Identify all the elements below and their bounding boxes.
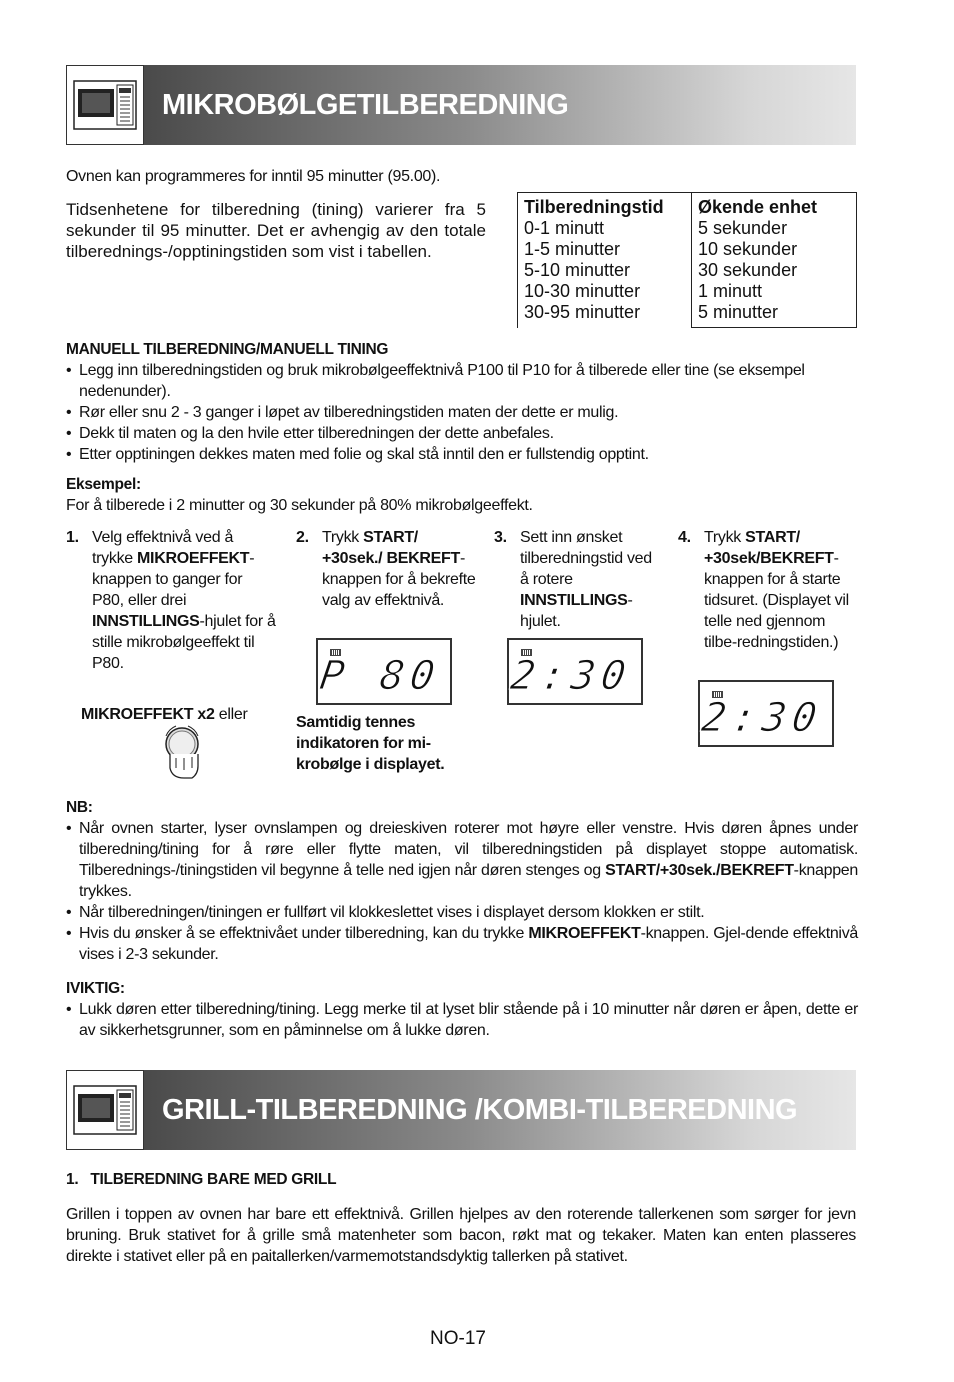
step-2 <box>296 527 478 611</box>
step-number: 4. <box>678 529 691 546</box>
manual-heading: MANUELL TILBEREDNING/MANUELL TINING <box>66 341 389 358</box>
list-item: • Dekk til maten og la den hvile etter tilberedningen der dette anbefales. <box>66 423 858 444</box>
units-text: Tidsenhetene for tilberedning (tining) varierer fra 5 sekunder til 95 minutter. Det er avhengig av den totale tilberednings-/opptiningstiden som vist i tabellen. <box>66 200 486 261</box>
nb-heading: NB: <box>66 799 93 816</box>
step-text: Sett inn ønsket tilberedningstid ved å rotere INNSTILLINGS-hjulet. <box>520 529 652 630</box>
time-units-table <box>517 192 857 328</box>
step-text: Trykk START/ +30sek./ BEKREFT-knappen for å bekrefte valg av effektnivå. <box>322 529 476 609</box>
table-cell: 10 sekunder <box>698 239 798 259</box>
lcd-display <box>698 680 834 747</box>
caption-bold: MIKROEFFEKT x2 <box>81 706 215 723</box>
table-cell: 5 sekunder <box>698 218 788 238</box>
lcd-digits: P 80 <box>316 653 444 699</box>
list-item: • Når ovnen starter, lyser ovnslampen og dreieskiven roterer mot høyre eller venstre. Hvis døren åpnes under tilberedning/tining for å røre eller flytte maten, vil tilberedningstiden på displayet stoppe automatisk. Tilberednings-/tiningstiden vil begynne å telle ned igjen når døren stenges og START/+30sek./BEKREFT-knappen trykkes. <box>66 818 858 902</box>
list-item: • Lukk døren etter tilberedning/tining. Legg merke til at lyset blir stående på i 10 minutter når døren er åpen, dette er av sikkerhetsgrunner, som en påminnelse om å lukke døren. <box>66 999 858 1041</box>
dial-hand-icon <box>158 724 208 780</box>
section-header-microwave <box>66 65 856 145</box>
section-title: GRILL-TILBEREDNING /KOMBI-TILBEREDNING <box>162 1093 798 1126</box>
microwave-icon <box>66 1070 144 1150</box>
important-heading: IVIKTIG: <box>66 980 125 997</box>
nb-bullet-list <box>66 818 858 965</box>
grill-subheading: 1. TILBEREDNING BARE MED GRILL <box>66 1171 337 1188</box>
list-item: • Hvis du ønsker å se effektnivået under tilberedning, kan du trykke MIKROEFFEKT-knappen. Gjel-dende effektnivå vises i 2-3 sekunder. <box>66 923 858 965</box>
table-cell: 30 sekunder <box>698 260 798 280</box>
step-1 <box>66 527 276 674</box>
page-number: NO-17 <box>430 1328 486 1349</box>
manual-bullet-list <box>66 360 858 465</box>
grill-body-text: Grillen i toppen av ovnen har bare ett effektnivå. Grillen hjelpes av den roterende tallerkenen som sørger for jevn bruning. Bruk stativet for å grille små matenheter som bacon, røkt mat og tekaker. Maten kan enten plasseres direkte i stativet eller på en paitallerken/varmemotstandsdyktig tallerken på stativet. <box>66 1206 856 1265</box>
microwave-icon <box>66 65 144 145</box>
lcd-display <box>316 638 452 705</box>
intro-text: Ovnen kan programmeres for inntil 95 minutter (95.00). <box>66 168 441 185</box>
example-heading: Eksempel: <box>66 476 141 493</box>
step-number: 2. <box>296 529 309 546</box>
table-cell: 1 minutt <box>698 281 763 301</box>
table-cell: 10-30 minutter <box>524 281 641 301</box>
list-item: • Legg inn tilberedningstiden og bruk mikrobølgeeffektnivå P100 til P10 for å tilberede eller tine (se eksempel nedenunder). <box>66 360 858 402</box>
example-text: For å tilberede i 2 minutter og 30 sekunder på 80% mikrobølgeeffekt. <box>66 497 533 514</box>
caption-rest: eller <box>214 706 248 723</box>
lcd-display <box>507 638 643 705</box>
section-header-grill <box>66 1070 856 1150</box>
important-bullet-list <box>66 999 858 1041</box>
table-cell: 5 minutter <box>698 302 779 322</box>
list-item: • Etter opptiningen dekkes maten med folie og skal stå inntil den er fullstendig opptint. <box>66 444 858 465</box>
table-cell: 0-1 minutt <box>524 218 605 238</box>
step-3 <box>494 527 654 632</box>
step1-caption <box>81 704 247 725</box>
list-item: • Når tilberedningen/tiningen er fullført vil klokkeslettet vises i displayet dersom klokken er stilt. <box>66 902 858 923</box>
lcd-digits: 2:30 <box>507 653 635 699</box>
step-text: Trykk START/ +30sek/BEKREFT-knappen for å starte tidsuret. (Displayet vil telle ned gjennom tilbe-redningstiden.) <box>704 529 849 651</box>
list-item: • Rør eller snu 2 - 3 ganger i løpet av tilberedningstiden maten der dette er mulig. <box>66 402 858 423</box>
table-cell: 1-5 minutter <box>524 239 621 259</box>
step-number: 1. <box>66 529 79 546</box>
step2-note: Samtidig tennes indikatoren for mi- krobølge i displayet. <box>296 714 445 773</box>
section-title: MIKROBØLGETILBEREDNING <box>162 88 569 121</box>
table-cell: 30-95 minutter <box>524 302 641 322</box>
step-text: Velg effektnivå ved å trykke MIKROEFFEKT-knappen to ganger for P80, eller drei INNSTILLINGS-hjulet for å stille mikrobølgeeffekt til P80. <box>92 529 276 672</box>
step-4 <box>678 527 858 653</box>
table-header: Tilberedningstid <box>524 197 664 217</box>
lcd-digits: 2:30 <box>698 695 826 741</box>
table-cell: 5-10 minutter <box>524 260 631 280</box>
table-header: Økende enhet <box>698 197 818 217</box>
step-number: 3. <box>494 529 507 546</box>
